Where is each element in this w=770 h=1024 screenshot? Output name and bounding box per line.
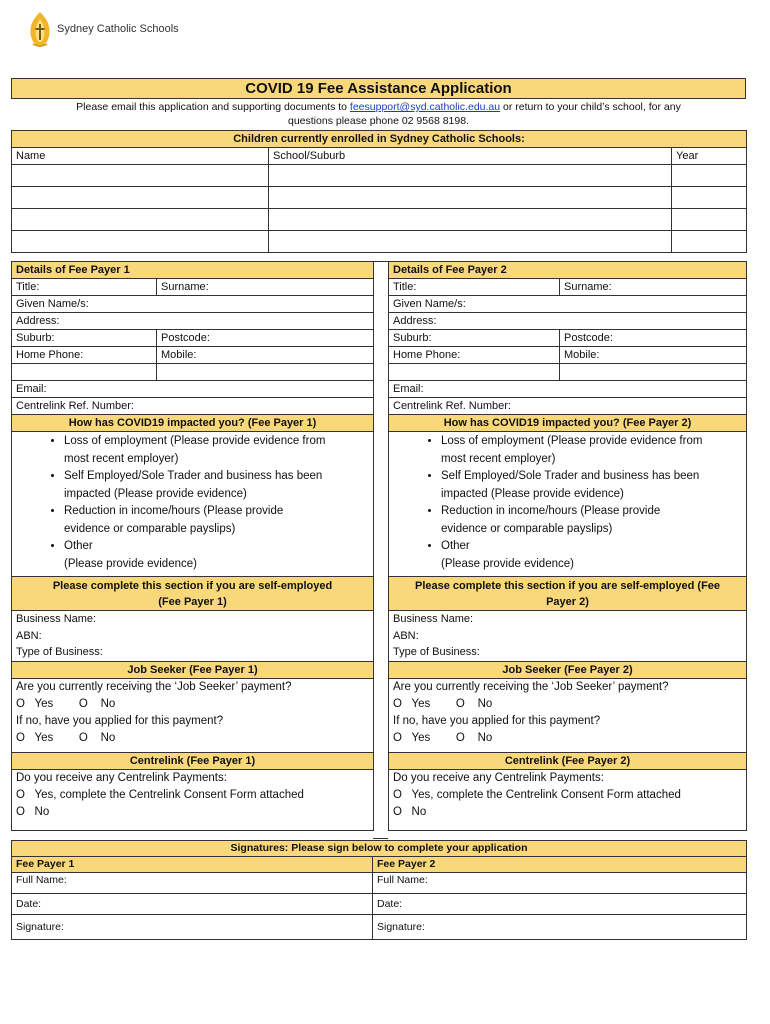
payer1-title[interactable]: Title:: [12, 279, 157, 296]
col-school: School/Suburb: [269, 148, 672, 165]
payer2-type-business: Type of Business:: [393, 646, 480, 658]
payer2-applied-no-radio[interactable]: O No: [455, 732, 493, 744]
payer1-abn: ABN:: [16, 629, 42, 642]
payer1-address[interactable]: Address:: [12, 313, 374, 330]
payer2-abn: ABN:: [393, 629, 419, 642]
payer2-given[interactable]: Given Name/s:: [389, 296, 747, 313]
form-title: COVID 19 Fee Assistance Application: [245, 80, 512, 97]
flame-cross-logo-icon: [27, 10, 53, 48]
payer1-phone-blank[interactable]: [12, 364, 157, 381]
payer2-centrelink-ref[interactable]: Centrelink Ref. Number:: [389, 398, 747, 415]
payer2-job-section: Are you currently receiving the ‘Job Seeker’ payment? O Yes O No If no, have you applied for this payment? O Yes O No: [389, 679, 747, 753]
children-header: Children currently enrolled in Sydney Catholic Schools:: [12, 131, 747, 148]
payer2-section: [388, 261, 746, 831]
payer2-surname[interactable]: Surname:: [560, 279, 747, 296]
child-3-year[interactable]: [672, 209, 747, 231]
payer2-mobile[interactable]: Mobile:: [560, 347, 747, 364]
payer2-mobile-blank[interactable]: [560, 364, 747, 381]
payer1-cl-yes-radio[interactable]: O Yes, complete the Centrelink Consent Form attached: [16, 789, 304, 801]
payer1-cl-no-radio[interactable]: O No: [16, 806, 50, 818]
child-3-school[interactable]: [269, 209, 672, 231]
payer1-business-name: Business Name:: [16, 613, 97, 625]
payer2-address[interactable]: Address:: [389, 313, 747, 330]
payer1-job-section: Are you currently receiving the ‘Job Seeker’ payment? O Yes O No If no, have you applied for this payment? O Yes O No: [12, 679, 374, 753]
child-3-name[interactable]: [12, 209, 269, 231]
payer1-cl-header: Centrelink (Fee Payer 1): [12, 753, 374, 770]
payer1-section: [11, 261, 373, 831]
payer2-job-no-radio[interactable]: O No: [455, 698, 493, 710]
child-2-year[interactable]: [672, 187, 747, 209]
payer1-impact-item[interactable]: • Reduction in income/hours (Please provide evidence or comparable payslips): [64, 503, 369, 538]
children-section: [11, 130, 746, 253]
payer2-cl-header: Centrelink (Fee Payer 2): [389, 753, 747, 770]
payer2-self-header: Please complete this section if you are self-employed (Fee Payer 2): [389, 577, 747, 611]
child-4-name[interactable]: [12, 231, 269, 253]
payer2-title[interactable]: Title:: [389, 279, 560, 296]
child-1-school[interactable]: [269, 165, 672, 187]
sig-payer1-full-name[interactable]: Full Name:: [12, 873, 373, 894]
payer1-impact-item[interactable]: • Loss of employment (Please provide evidence from most recent employer): [64, 433, 369, 468]
sig-payer2-header: Fee Payer 2: [373, 857, 747, 873]
col-name: Name: [12, 148, 269, 165]
payer1-type-business: Type of Business:: [16, 646, 103, 658]
payer2-impact-item[interactable]: • Reduction in income/hours (Please provide evidence or comparable payslips): [441, 503, 742, 538]
child-2-school[interactable]: [269, 187, 672, 209]
payer2-impact-list: [389, 432, 747, 577]
sig-payer1-signature[interactable]: Signature:: [12, 915, 373, 940]
payer2-header: Details of Fee Payer 2: [389, 262, 747, 279]
sig-payer2-full-name[interactable]: Full Name:: [373, 873, 747, 894]
signatures-header: Signatures: Please sign below to complete your application: [12, 841, 747, 857]
payer2-cl-section: Do you receive any Centrelink Payments: O Yes, complete the Centrelink Consent Form attached O No: [389, 770, 747, 831]
logo-text: Sydney Catholic Schools: [57, 23, 179, 35]
fee-support-email-link[interactable]: feesupport@syd.catholic.edu.au: [349, 101, 501, 113]
payer2-home-phone[interactable]: Home Phone:: [389, 347, 560, 364]
payer1-mobile-blank[interactable]: [157, 364, 374, 381]
payer2-job-yes-radio[interactable]: O Yes: [393, 698, 431, 710]
payer1-given[interactable]: Given Name/s:: [12, 296, 374, 313]
child-1-name[interactable]: [12, 165, 269, 187]
payer2-email[interactable]: Email:: [389, 381, 747, 398]
payer1-postcode[interactable]: Postcode:: [157, 330, 374, 347]
sig-payer2-signature[interactable]: Signature:: [373, 915, 747, 940]
payer2-cl-yes-radio[interactable]: O Yes, complete the Centrelink Consent Form attached: [393, 789, 681, 801]
payer1-impact-header: How has COVID19 impacted you? (Fee Payer 1): [12, 415, 374, 432]
payer1-business[interactable]: [12, 611, 374, 662]
payer2-impact-header: How has COVID19 impacted you? (Fee Payer 2): [389, 415, 747, 432]
payer1-applied-yes-radio[interactable]: O Yes: [16, 732, 54, 744]
payer2-impact-item[interactable]: • Loss of employment (Please provide evidence from most recent employer): [441, 433, 742, 468]
payer1-impact-list: [12, 432, 374, 577]
child-4-year[interactable]: [672, 231, 747, 253]
sig-payer1-header: Fee Payer 1: [12, 857, 373, 873]
payer1-self-header: Please complete this section if you are self-employed (Fee Payer 1): [12, 577, 374, 611]
signatures-section: [11, 840, 746, 940]
payer2-business[interactable]: [389, 611, 747, 662]
payer2-impact-item[interactable]: • Self Employed/Sole Trader and business has been impacted (Please provide evidence): [441, 468, 742, 503]
child-1-year[interactable]: [672, 165, 747, 187]
payer1-email[interactable]: Email:: [12, 381, 374, 398]
payer1-home-phone[interactable]: Home Phone:: [12, 347, 157, 364]
payer1-mobile[interactable]: Mobile:: [157, 347, 374, 364]
col-year: Year: [672, 148, 747, 165]
sig-payer2-date[interactable]: Date:: [373, 894, 747, 915]
form-title-bar: [11, 78, 746, 99]
payer1-surname[interactable]: Surname:: [157, 279, 374, 296]
payer2-business-name: Business Name:: [393, 613, 474, 625]
payer2-suburb[interactable]: Suburb:: [389, 330, 560, 347]
payer2-impact-item[interactable]: • Other (Please provide evidence): [441, 538, 742, 573]
payer2-job-header: Job Seeker (Fee Payer 2): [389, 662, 747, 679]
payer2-phone-blank[interactable]: [389, 364, 560, 381]
payer1-cl-section: Do you receive any Centrelink Payments: O Yes, complete the Centrelink Consent Form attached O No: [12, 770, 374, 831]
payer1-job-header: Job Seeker (Fee Payer 1): [12, 662, 374, 679]
payer1-header: Details of Fee Payer 1: [12, 262, 374, 279]
payer1-impact-item[interactable]: • Other (Please provide evidence): [64, 538, 369, 573]
payer2-cl-no-radio[interactable]: O No: [393, 806, 427, 818]
payer1-applied-no-radio[interactable]: O No: [78, 732, 116, 744]
payer1-job-no-radio[interactable]: O No: [78, 698, 116, 710]
payer1-job-yes-radio[interactable]: O Yes: [16, 698, 54, 710]
child-2-name[interactable]: [12, 187, 269, 209]
intro-text: Please email this application and supporting documents to feesupport@syd.catholic.edu.au or return to your child’s school, for any questions please phone 02 9568 8198.: [76, 101, 681, 127]
child-4-school[interactable]: [269, 231, 672, 253]
payer2-applied-yes-radio[interactable]: O Yes: [393, 732, 431, 744]
payer2-postcode[interactable]: Postcode:: [560, 330, 747, 347]
column-divider: [373, 261, 388, 839]
payer1-centrelink-ref[interactable]: Centrelink Ref. Number:: [12, 398, 374, 415]
payer1-suburb[interactable]: Suburb:: [12, 330, 157, 347]
payer1-impact-item[interactable]: • Self Employed/Sole Trader and business has been impacted (Please provide evidence): [64, 468, 369, 503]
logo: [27, 10, 179, 48]
sig-payer1-date[interactable]: Date:: [12, 894, 373, 915]
